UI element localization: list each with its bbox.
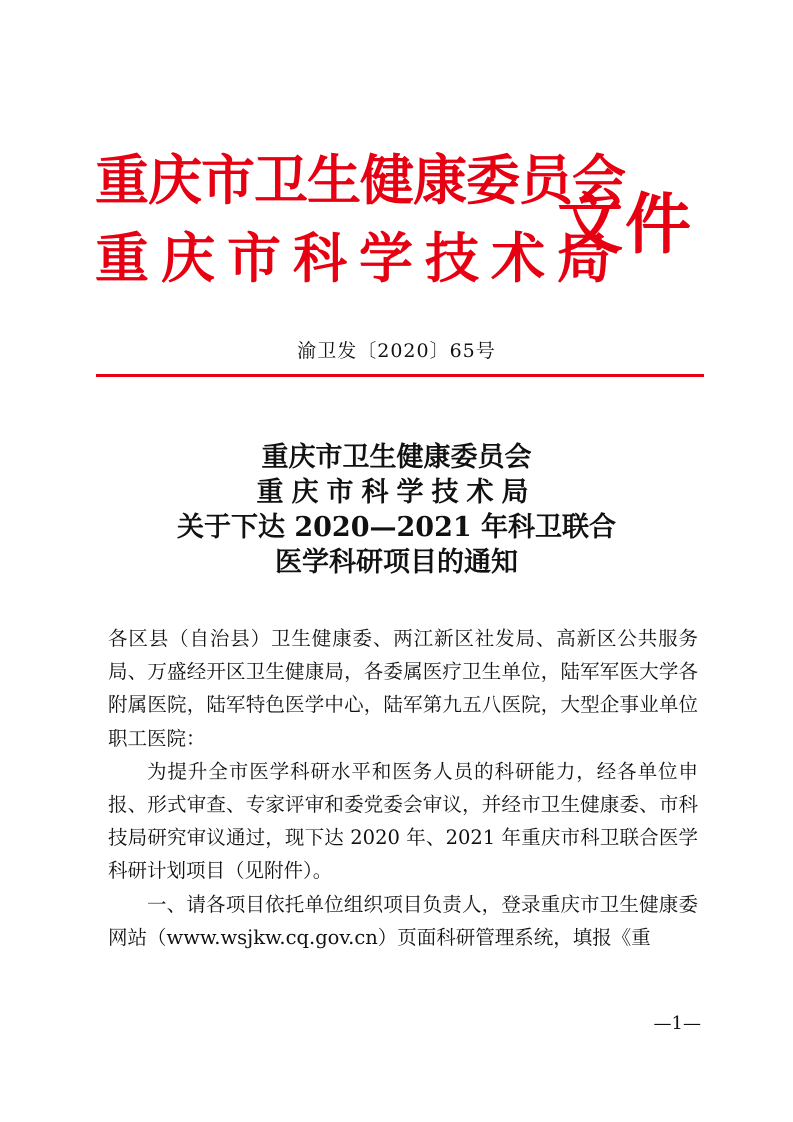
notice-title <box>0 440 793 580</box>
title-line-2: 重庆市科学技术局 <box>256 477 537 508</box>
body-paragraph-2: 一、请各项目依托单位组织项目负责人，登录重庆市卫生健康委网站（www.wsjkw.cq.gov.cn）页面科研管理系统，填报《重 <box>108 892 698 949</box>
red-divider <box>96 374 704 377</box>
page-number: —1— <box>653 1013 701 1034</box>
document-type-label: 文件 <box>557 185 693 263</box>
recipients-paragraph: 各区县（自治县）卫生健康委、两江新区社发局、高新区公共服务局、万盛经开区卫生健康局，各委属医疗卫生单位，陆军军医大学各附属医院，陆军特色医学中心，陆军第九五八医院，大型企事业单位职工医院： <box>108 627 698 750</box>
title-line-1: 重庆市卫生健康委员会 <box>261 442 532 473</box>
body-paragraph-1: 为提升全市医学科研水平和医务人员的科研能力，经各单位申报、形式审查、专家评审和委党委会审议，并经市卫生健康委、市科技局研究审议通过，现下达 2020 年、2021 年重庆市科卫联合医学科研计划项目（见附件）。 <box>108 759 698 883</box>
document-header <box>95 140 715 310</box>
document-number: 渝卫发〔2020〕65号 <box>297 340 496 362</box>
issuing-agency-1: 重庆市卫生健康委员会 <box>95 148 625 212</box>
notice-body <box>108 622 698 954</box>
title-line-3: 关于下达 2020—2021 年科卫联合 <box>176 512 617 543</box>
issuing-agency-2: 重庆市科学技术局 <box>95 226 623 290</box>
title-line-4: 医学科研项目的通知 <box>275 547 518 578</box>
